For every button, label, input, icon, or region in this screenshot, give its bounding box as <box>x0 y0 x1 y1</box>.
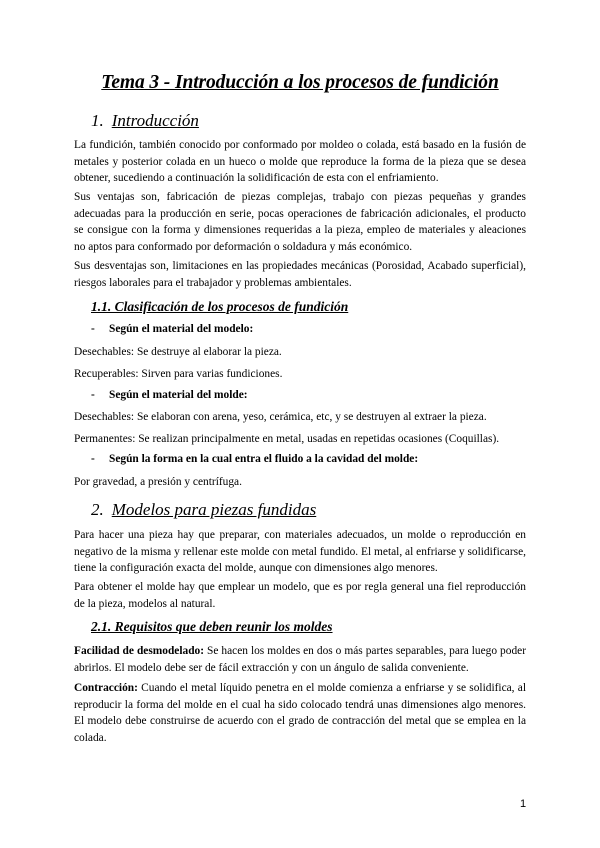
section-1-paragraph-3: Sus desventajas son, limitaciones en las propiedades mecánicas (Porosidad, Acabado superficial), riesgos laborales para el trabajador y problemas ambientales. <box>74 260 526 289</box>
list-item: Desechables: Se destruye al elaborar la pieza. <box>74 346 282 358</box>
list-item: Recuperables: Sirven para varias fundiciones. <box>74 368 283 380</box>
section-2-paragraph-2: Para obtener el molde hay que emplear un modelo, que es por regla general una fiel reproducción de la pieza, modelos al natural. <box>74 581 526 610</box>
bullet-fluid-entry-text: Según la forma en la cual entra el fluido a la cavidad del molde: <box>109 453 419 465</box>
page-number: 1 <box>520 798 527 810</box>
list-item: Por gravedad, a presión y centrífuga. <box>74 476 242 488</box>
bullet-mold-material-text: Según el material del molde: <box>109 389 248 401</box>
bullet-model-material-text: Según el material del modelo: <box>109 323 254 335</box>
section-2-title: Modelos para piezas fundidas <box>111 500 317 519</box>
bullet-dash: - <box>91 323 95 335</box>
section-1-paragraph-1: La fundición, también conocido por conformado por moldeo o colada, está basado en la fusión de metales y posterior colada en un hueco o molde que reproduce la forma de la pieza que se desea obtener, sucediendo a continuación la solidificación de esta con el enfriamiento. <box>74 139 526 184</box>
section-2-1-heading: 2.1. Requisitos que deben reunir los moldes <box>91 619 333 634</box>
section-1-number: 1. <box>91 111 104 130</box>
bullet-mold-material <box>91 389 248 401</box>
section-2-paragraph-1: Para hacer una pieza hay que preparar, con materiales adecuados, un molde o reproducción en negativo de la misma y rellenar este molde con metal fundido. El metal, al enfriarse y solidificarse, tiene la configuración exacta del molde, aunque con dimensiones algo menores. <box>74 529 526 574</box>
list-item: Permanentes: Se realizan principalmente en metal, usadas en repetidas ocasiones (Coquillas). <box>74 433 500 445</box>
bullet-model-material <box>91 323 253 335</box>
section-1-title: Introducción <box>111 111 199 130</box>
section-1-1-heading: 1.1. Clasificación de los procesos de fundición <box>91 299 349 314</box>
requirement-demolding <box>74 643 526 676</box>
bullet-dash: - <box>91 453 95 465</box>
section-1-heading <box>91 111 199 131</box>
list-item: Desechables: Se elaboran con arena, yeso, cerámica, etc, y se destruyen al extraer la pieza. <box>74 411 487 423</box>
requirement-demolding-label: Facilidad de desmodelado: <box>74 645 205 657</box>
section-1-paragraph-2: Sus ventajas son, fabricación de piezas complejas, trabajo con piezas pequeñas y grandes adecuadas para la producción en serie, pocas operaciones de fabricación adicionales, el producto se consigue con la forma y dimensiones requeridas a la pieza, empleo de materiales y aleaciones no aptos para conformado por deformación o soldadura y más económico. <box>74 191 526 253</box>
requirement-contraction <box>74 680 526 746</box>
requirement-demolding-text: Se hacen los moldes en dos o más partes separables, para luego poder abrirlos. El modelo debe ser de fácil extracción y con un ángulo de salida conveniente. <box>74 645 526 674</box>
bullet-fluid-entry <box>91 453 418 465</box>
bullet-dash: - <box>91 389 95 401</box>
section-2-number: 2. <box>91 500 104 519</box>
document-title: Tema 3 - Introducción a los procesos de fundición <box>101 72 499 93</box>
requirement-contraction-text: Cuando el metal líquido penetra en el molde comienza a enfriarse y se solidifica, al reproducir la forma del molde en el cual ha sido colocado tendrá unas dimensiones algo menores. El modelo debe construirse de acuerdo con el grado de contracción del metal que se emplea en la colada. <box>74 682 526 744</box>
requirement-contraction-label: Contracción: <box>74 682 138 694</box>
section-2-heading <box>91 500 316 520</box>
